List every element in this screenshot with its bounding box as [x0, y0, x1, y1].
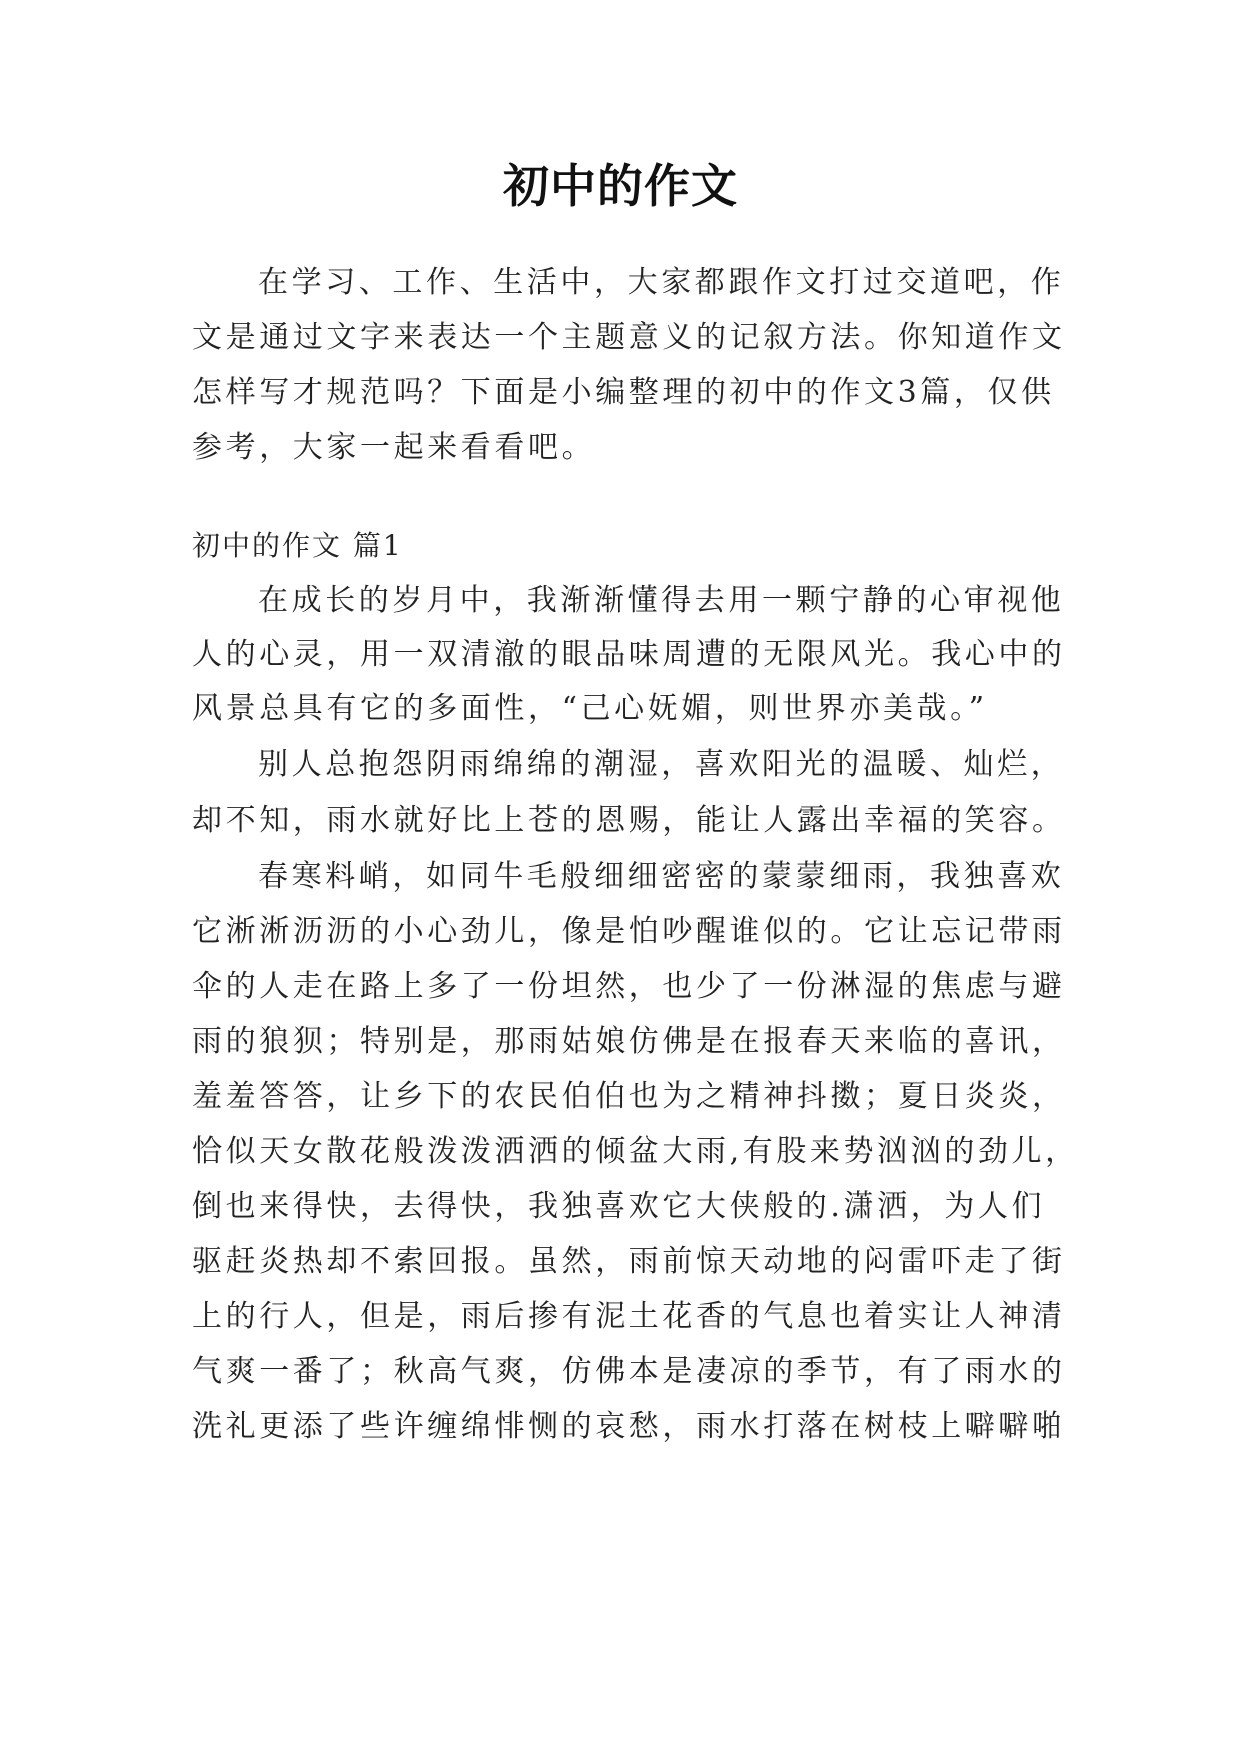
section-heading: 初中的作文 篇1	[192, 529, 403, 562]
paragraph3-line-10: 气爽一番了；秋高气爽，仿佛本是凄凉的季节，有了雨水的	[192, 1354, 1066, 1389]
paragraph3-line-11: 洗礼更添了些许缠绵悱恻的哀愁，雨水打落在树枝上噼噼啪	[192, 1409, 1066, 1444]
paragraph1-line-1: 在成长的岁月中，我渐渐懂得去用一颗宁静的心审视他	[258, 583, 1065, 618]
intro-line-4: 参考，大家一起来看看吧。	[192, 430, 596, 465]
paragraph3-line-8: 驱赶炎热却不索回报。虽然，雨前惊天动地的闷雷吓走了街	[192, 1244, 1066, 1279]
paragraph3-line-3: 伞的人走在路上多了一份坦然，也少了一份淋湿的焦虑与避	[192, 969, 1066, 1004]
paragraph2-line-2: 却不知，雨水就好比上苍的恩赐，能让人露出幸福的笑容。	[192, 803, 1066, 838]
paragraph3-line-1: 春寒料峭，如同牛毛般细细密密的蒙蒙细雨，我独喜欢	[258, 859, 1065, 894]
paragraph1-line-2: 人的心灵，用一双清澈的眼品味周遭的无限风光。我心中的	[192, 637, 1066, 672]
paragraph3-line-4: 雨的狼狈；特别是，那雨姑娘仿佛是在报春天来临的喜讯，	[192, 1024, 1066, 1059]
intro-line-3: 怎样写才规范吗？下面是小编整理的初中的作文3篇，仅供	[192, 375, 1055, 410]
paragraph3-line-2: 它淅淅沥沥的小心劲儿，像是怕吵醒谁似的。它让忘记带雨	[192, 914, 1066, 949]
paragraph1-line-3: 风景总具有它的多面性，“己心妩媚，则世界亦美哉。”	[192, 691, 988, 726]
document-title: 初中的作文	[503, 159, 738, 213]
intro-line-1: 在学习、工作、生活中，大家都跟作文打过交道吧，作	[258, 265, 1065, 300]
paragraph3-line-7: 倒也来得快，去得快，我独喜欢它大侠般的.潇洒，为人们	[192, 1189, 1046, 1224]
paragraph3-line-6: 恰似天女散花般泼泼洒洒的倾盆大雨,有股来势汹汹的劲儿，	[192, 1134, 1079, 1169]
intro-line-2: 文是通过文字来表达一个主题意义的记叙方法。你知道作文	[192, 320, 1066, 355]
paragraph3-line-5: 羞羞答答，让乡下的农民伯伯也为之精神抖擞；夏日炎炎，	[192, 1079, 1066, 1114]
paragraph3-line-9: 上的行人，但是，雨后掺有泥土花香的气息也着实让人神清	[192, 1299, 1066, 1334]
paragraph2-line-1: 别人总抱怨阴雨绵绵的潮湿，喜欢阳光的温暖、灿烂，	[258, 747, 1065, 782]
